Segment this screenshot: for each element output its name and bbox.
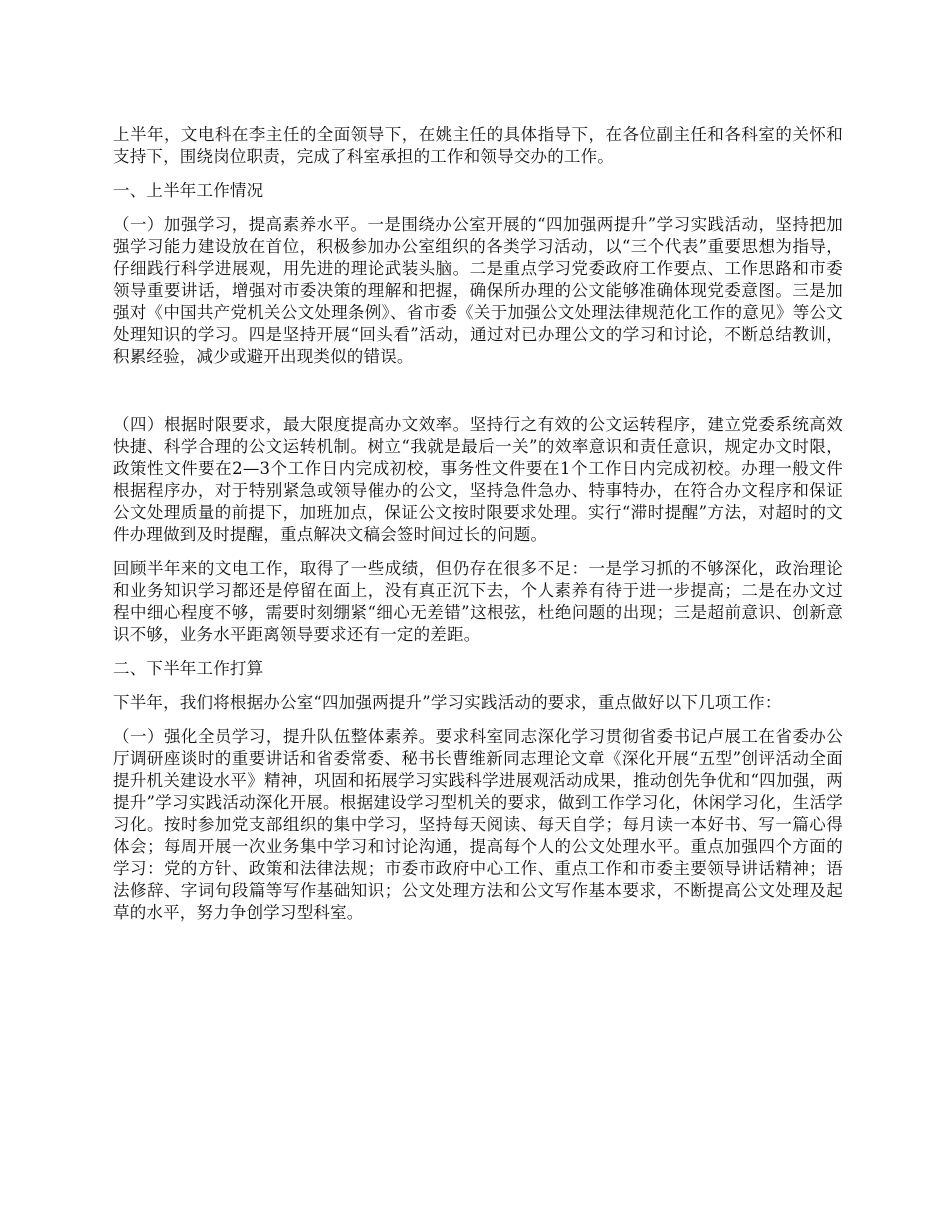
section-heading-first-half: 一、上半年工作情况 [113,181,264,200]
document-page [113,124,843,924]
plan-study-paragraph: （一）强化全员学习，提升队伍整体素养。要求科室同志深化学习贯彻省委书记卢展工在省委办公厅调研座谈时的重要讲话和省委常委、秘书长曹维新同志理论文章《深化开展“五型”创评活动全面提升机关建设水平》精神，巩固和拓展学习实践科学进展观活动成果，推动创先争优和“四加强，两提升”学习实践活动深化开展。根据建设学习型机关的要求，做到工作学习化，休闲学习化，生活学习化。按时参加党支部组织的集中学习，坚持每天阅读、每天自学；每月读一本好书、写一篇心得体会；每周开展一次业务集中学习和讨论沟通，提高每个人的公文处理水平。重点加强四个方面的学习：党的方针、政策和法律法规；市委市政府中心工作、重点工作和市委主要领导讲话精神；语法修辞、字词句段篇等写作基础知识；公文处理方法和公文写作基本要求，不断提高公文处理及起草的水平，努力争创学习型科室。 [113,727,843,922]
study-paragraph: （一）加强学习，提高素养水平。一是围绕办公室开展的“四加强两提升”学习实践活动，坚持把加强学习能力建设放在首位，积极参加办公室组织的各类学习活动，以“三个代表”重要思想为指导，仔细践行科学进展观，用先进的理论武装头脑。二是重点学习党委政府工作要点、工作思路和市委领导重要讲话，增强对市委决策的理解和把握，确保所办理的公文能够准确体现党委意图。三是加强对《中国共产党机关公文处理条例》、省市委《关于加强公文处理法律规范化工作的意见》等公文处理知识的学习。四是坚持开展“回头看”活动，通过对已办理公文的学习和讨论，不断总结教训，积累经验，减少或避开出现类似的错误。 [113,215,843,366]
plan-intro-paragraph: 下半年，我们将根据办公室“四加强两提升”学习实践活动的要求，重点做好以下几项工作： [113,693,782,712]
intro-paragraph: 上半年，文电科在李主任的全面领导下，在姚主任的具体指导下，在各位副主任和各科室的关怀和支持下，围绕岗位职责，完成了科室承担的工作和领导交办的工作。 [113,125,843,166]
review-paragraph: 回顾半年来的文电工作，取得了一些成绩，但仍存在很多不足：一是学习抓的不够深化，政治理论和业务知识学习都还是停留在面上，没有真正沉下去，个人素养有待于进一步提高；二是在办文过程中细心程度不够，需要时刻绷紧“细心无差错”这根弦，杜绝问题的出现；三是超前意识、创新意识不够，业务水平距离领导要求还有一定的差距。 [113,559,843,644]
section-heading-second-half: 二、下半年工作打算 [113,659,264,678]
efficiency-paragraph: （四）根据时限要求，最大限度提高办文效率。坚持行之有效的公文运转程序，建立党委系统高效快捷、科学合理的公文运转机制。树立“我就是最后一关”的效率意识和责任意识，规定办文时限，政策性文件要在2—3个工作日内完成初校，事务性文件要在1个工作日内完成初校。办理一般文件根据程序办，对于特别紧急或领导催办的公文，坚持急件急办、特事特办，在符合办文程序和保证公文处理质量的前提下，加班加点，保证公文按时限要求处理。实行“滞时提醒”方法，对超时的文件办理做到及时提醒，重点解决文稿会签时间过长的问题。 [113,415,843,544]
